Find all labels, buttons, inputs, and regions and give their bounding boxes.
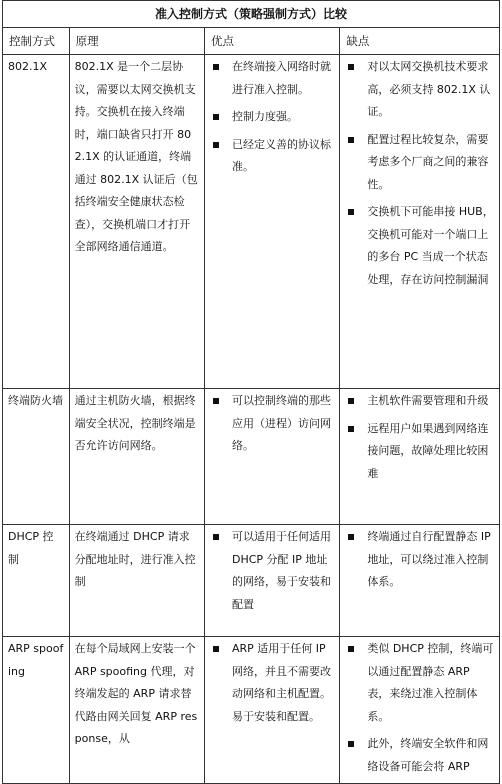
list-item — [345, 526, 494, 594]
pros-text: 可以适用于任何适用 DHCP 分配 IP 地址的网络，易于安装和配置 — [232, 530, 331, 611]
method-cell: 终端防火墙 — [3, 389, 70, 525]
pros-cell — [205, 525, 340, 637]
list-item — [345, 201, 494, 291]
bullet-square-icon — [348, 741, 354, 747]
pros-text: 控制力度强。 — [232, 110, 298, 123]
pros-cell — [205, 637, 340, 784]
method-cell: ARP spoofing — [3, 637, 70, 784]
principle-cell: 通过主机防火墙，根据终端安全状况，控制终端是否允许访问网络。 — [69, 389, 204, 525]
bullet-square-icon — [348, 398, 354, 404]
list-item — [345, 56, 494, 124]
pros-text: 已经定义善的协议标准。 — [232, 137, 331, 173]
list-item — [345, 390, 494, 413]
cons-text: 主机软件需要管理和升级 — [367, 394, 489, 407]
cons-text: 配置过程比较复杂，需要考虑多个厂商之间的兼容性。 — [367, 132, 489, 191]
cons-text: 此外，终端安全软件和网络设备可能会将 ARP — [367, 737, 489, 773]
method-cell: 802.1X — [3, 55, 70, 389]
bullet-square-icon — [348, 646, 354, 652]
list-item — [345, 638, 494, 728]
comparison-table — [2, 0, 500, 784]
cons-cell — [340, 389, 500, 525]
table-row — [3, 525, 500, 637]
list-item — [210, 390, 334, 458]
table-title: 准入控制方式（策略强制方式）比较 — [3, 1, 500, 28]
pros-text: ARP 适用于任何 IP 网络，并且不需要改动网络和主机配置。易于安装和配置。 — [232, 642, 331, 723]
header-pros: 优点 — [205, 28, 340, 55]
pros-text: 可以控制终端的那些应用（进程）访问网络。 — [232, 394, 331, 452]
principle-cell: 在每个局域网上安装一个 ARP spoofing 代理，对终端发起的 ARP 请求替代路由网关回复 ARP response，从 — [69, 637, 204, 784]
bullet-square-icon — [213, 142, 219, 148]
cons-text: 对以太网交换机技术要求高，必须支持 802.1X 认证。 — [367, 60, 491, 118]
list-item — [345, 733, 494, 778]
bullet-square-icon — [348, 534, 354, 540]
list-item — [210, 526, 334, 616]
list-item — [210, 106, 334, 129]
cons-text: 终端通过自行配置静态 IP 地址，可以绕过准入控制体系。 — [367, 530, 491, 588]
table-row — [3, 55, 500, 389]
list-item — [345, 129, 494, 197]
cons-text: 类似 DHCP 控制，终端可以通过配置静态 ARP 表，来绕过准入控制体系。 — [367, 642, 494, 723]
cons-text: 远程用户如果遇到网络连接问题，故障处理比较困难 — [367, 421, 489, 480]
header-method: 控制方式 — [3, 28, 70, 55]
cons-cell — [340, 55, 500, 389]
cons-cell — [340, 525, 500, 637]
list-item — [210, 56, 334, 101]
table-row — [3, 389, 500, 525]
bullet-square-icon — [348, 209, 354, 215]
principle-cell: 802.1X 是一个二层协议，需要以太网交换机支持。交换机在接入终端时，端口缺省只打开 802.1X 的认证通道，终端通过 802.1X 认证后（包括终端安全健康状态检查），交换机端口才打开全部网络通信通道。 — [69, 55, 204, 389]
bullet-square-icon — [213, 114, 219, 120]
bullet-square-icon — [213, 534, 219, 540]
list-item — [210, 638, 334, 728]
list-item — [210, 134, 334, 179]
bullet-square-icon — [348, 426, 354, 432]
cons-cell — [340, 637, 500, 784]
list-item — [345, 418, 494, 486]
table-row — [3, 637, 500, 784]
principle-cell: 在终端通过 DHCP 请求分配地址时，进行准入控制 — [69, 525, 204, 637]
header-cons: 缺点 — [340, 28, 500, 55]
cons-text: 交换机下可能串接 HUB，交换机可能对一个端口上的多台 PC 当成一个状态处理，存在访问控制漏洞 — [367, 205, 494, 286]
pros-cell — [205, 389, 340, 525]
pros-text: 在终端接入网络时就进行准入控制。 — [232, 60, 331, 96]
pros-cell — [205, 55, 340, 389]
bullet-square-icon — [213, 398, 219, 404]
bullet-square-icon — [348, 64, 354, 70]
method-cell: DHCP 控制 — [3, 525, 70, 637]
bullet-square-icon — [213, 646, 219, 652]
bullet-square-icon — [348, 137, 354, 143]
bullet-square-icon — [213, 64, 219, 70]
header-row — [3, 28, 500, 55]
header-principle: 原理 — [69, 28, 204, 55]
